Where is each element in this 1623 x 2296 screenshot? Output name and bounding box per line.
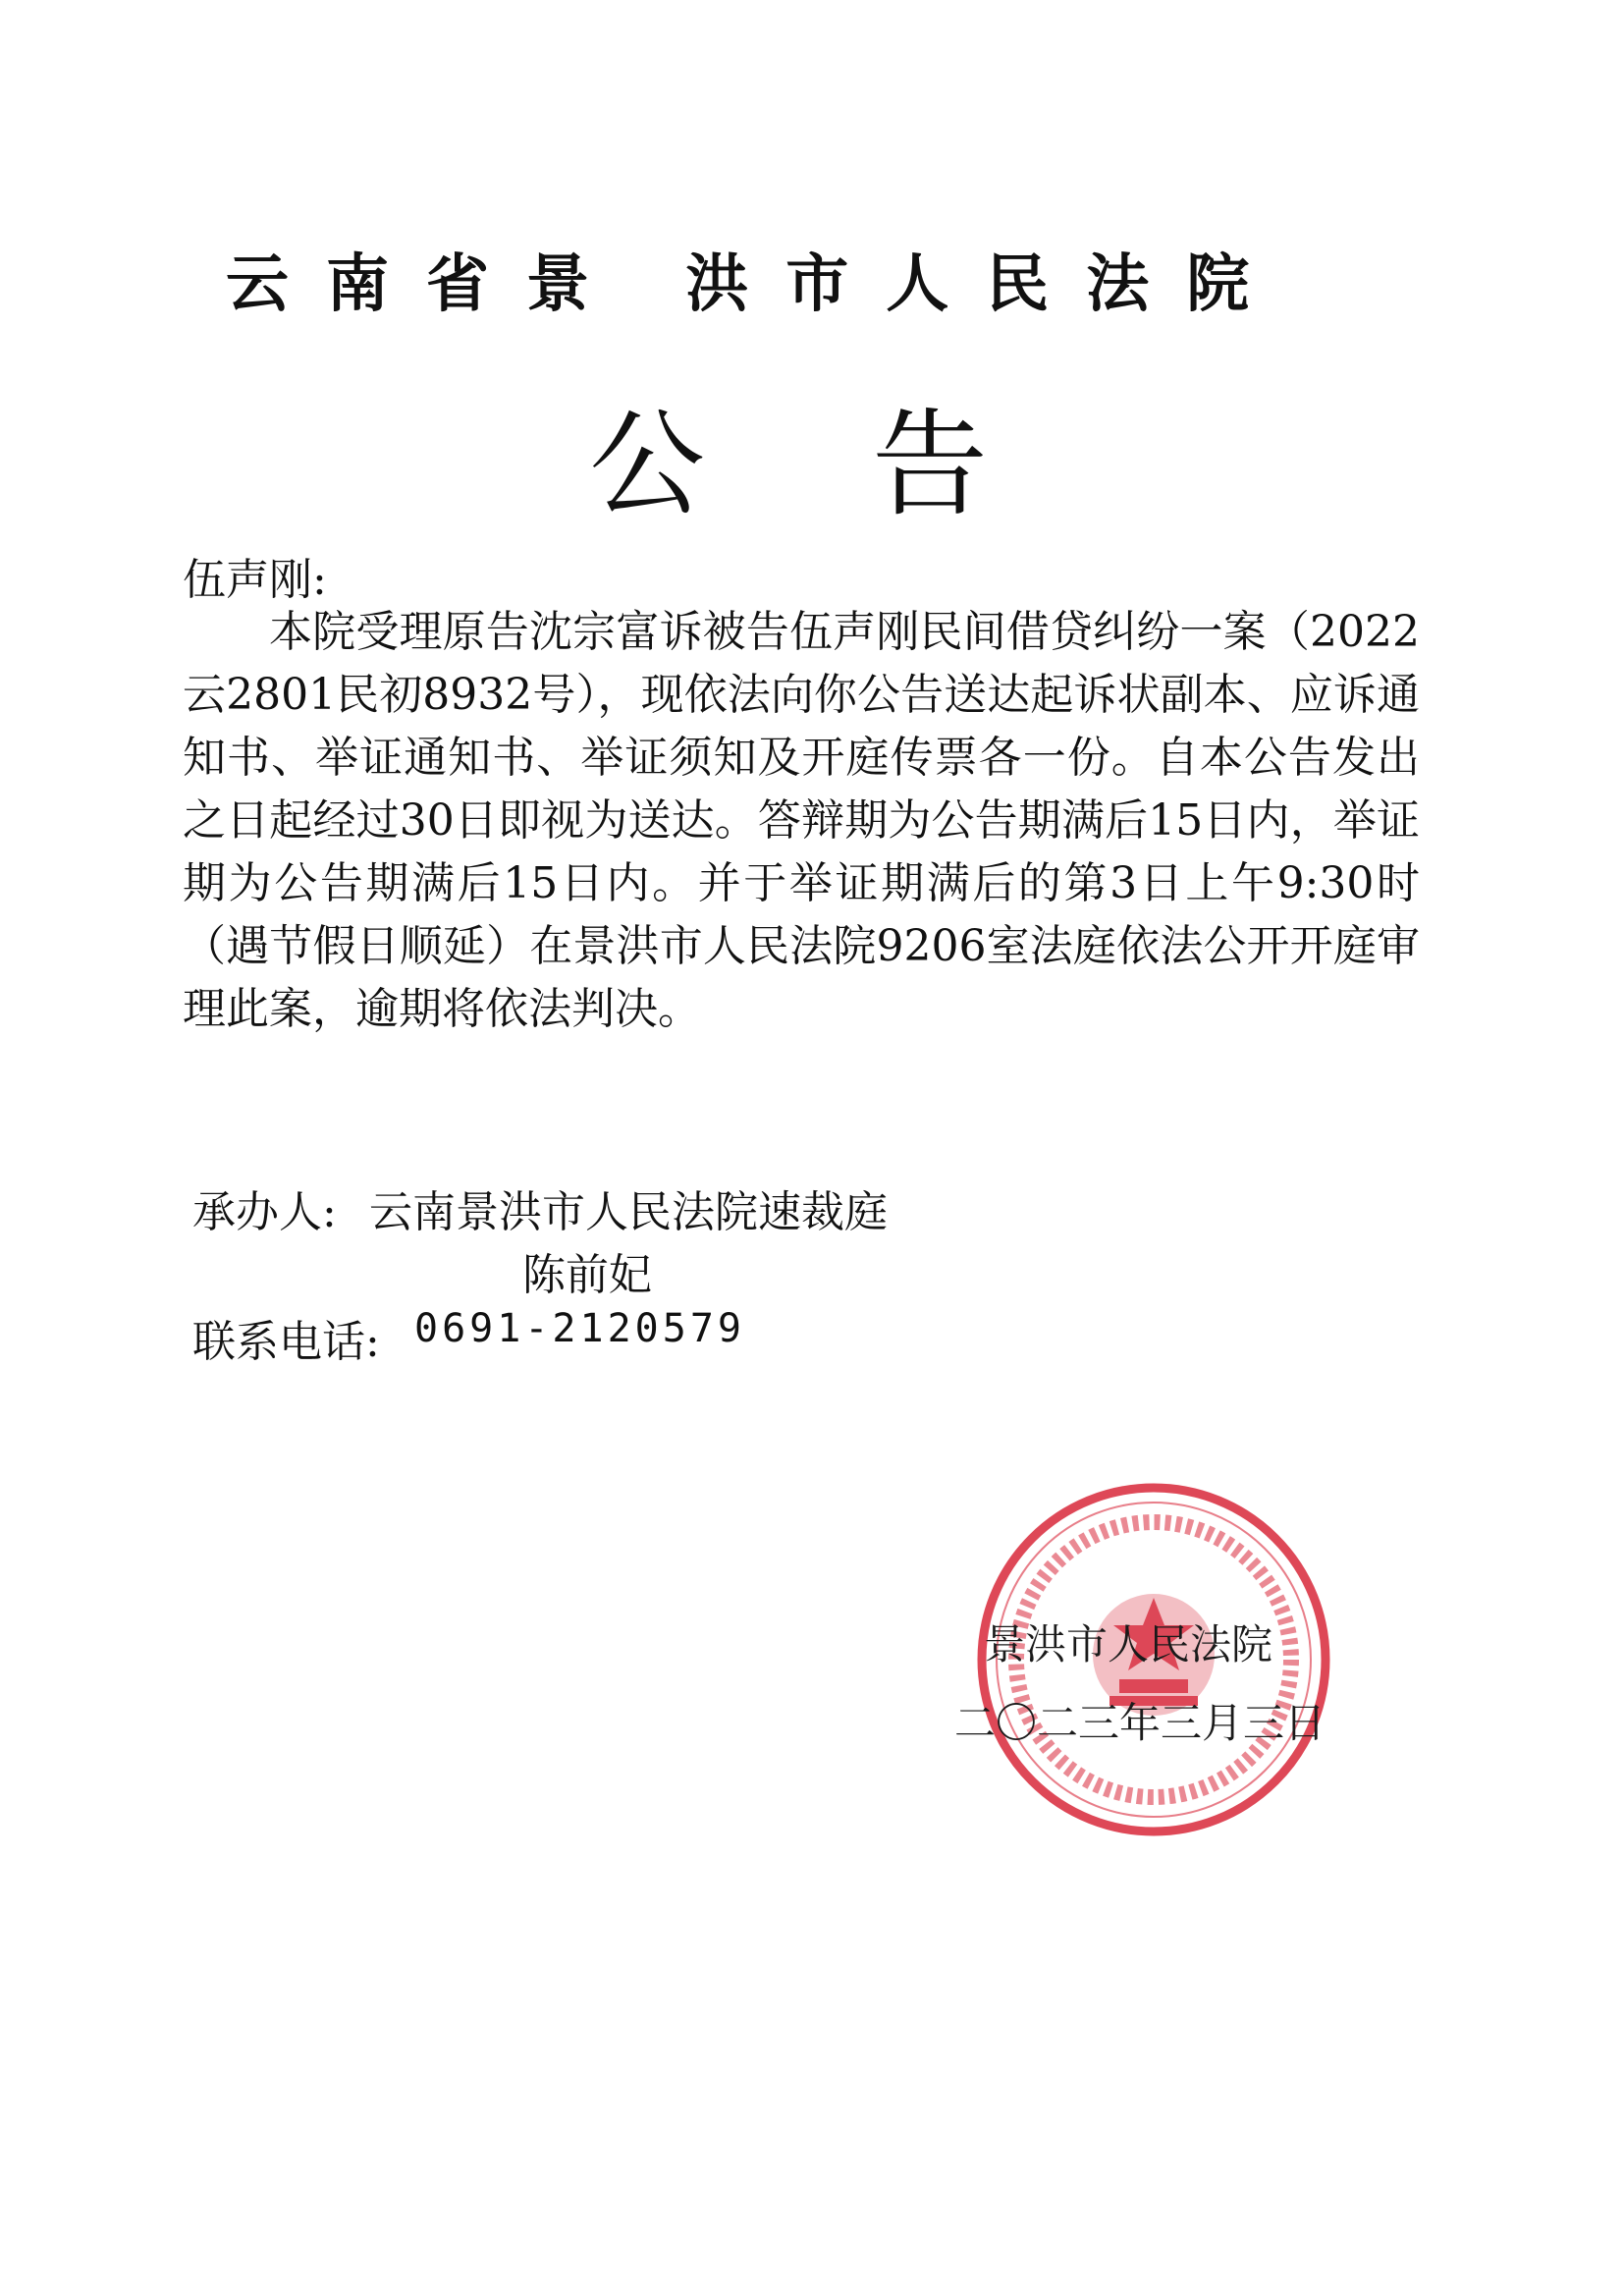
signature-court: 景洪市人民法院: [984, 1620, 1273, 1668]
court-name-heading: 云南省景 洪市人民法院: [226, 247, 1287, 321]
phone-label: 联系电话:: [192, 1317, 380, 1367]
handler-label: 承办人:: [192, 1187, 337, 1237]
signature-date: 二〇二三年三月三日: [954, 1699, 1326, 1747]
handler-name: 陈前妃: [522, 1250, 652, 1300]
phone-number: 0691-2120579: [414, 1306, 745, 1351]
notice-body: 本院受理原告沈宗富诉被告伍声刚民间借贷纠纷一案（2022云2801民初8932号），现依法向你公告送达起诉状副本、应诉通知书、举证通知书、举证须知及开庭传票各一份。自本公告发出之日起经过30日即视为送达。答辩期为公告期满后15日内，举证期为公告期满后15日内。并于举证期满后的第3日上午9:30时（遇节假日顺延）在景洪市人民法院9206室法庭依法公开开庭审理此案，逾期将依法判决。: [183, 607, 1420, 1034]
addressee: 伍声刚:: [183, 555, 327, 605]
handler-department: 云南景洪市人民法院速裁庭: [369, 1187, 888, 1237]
document-title: 公告: [589, 397, 1156, 532]
